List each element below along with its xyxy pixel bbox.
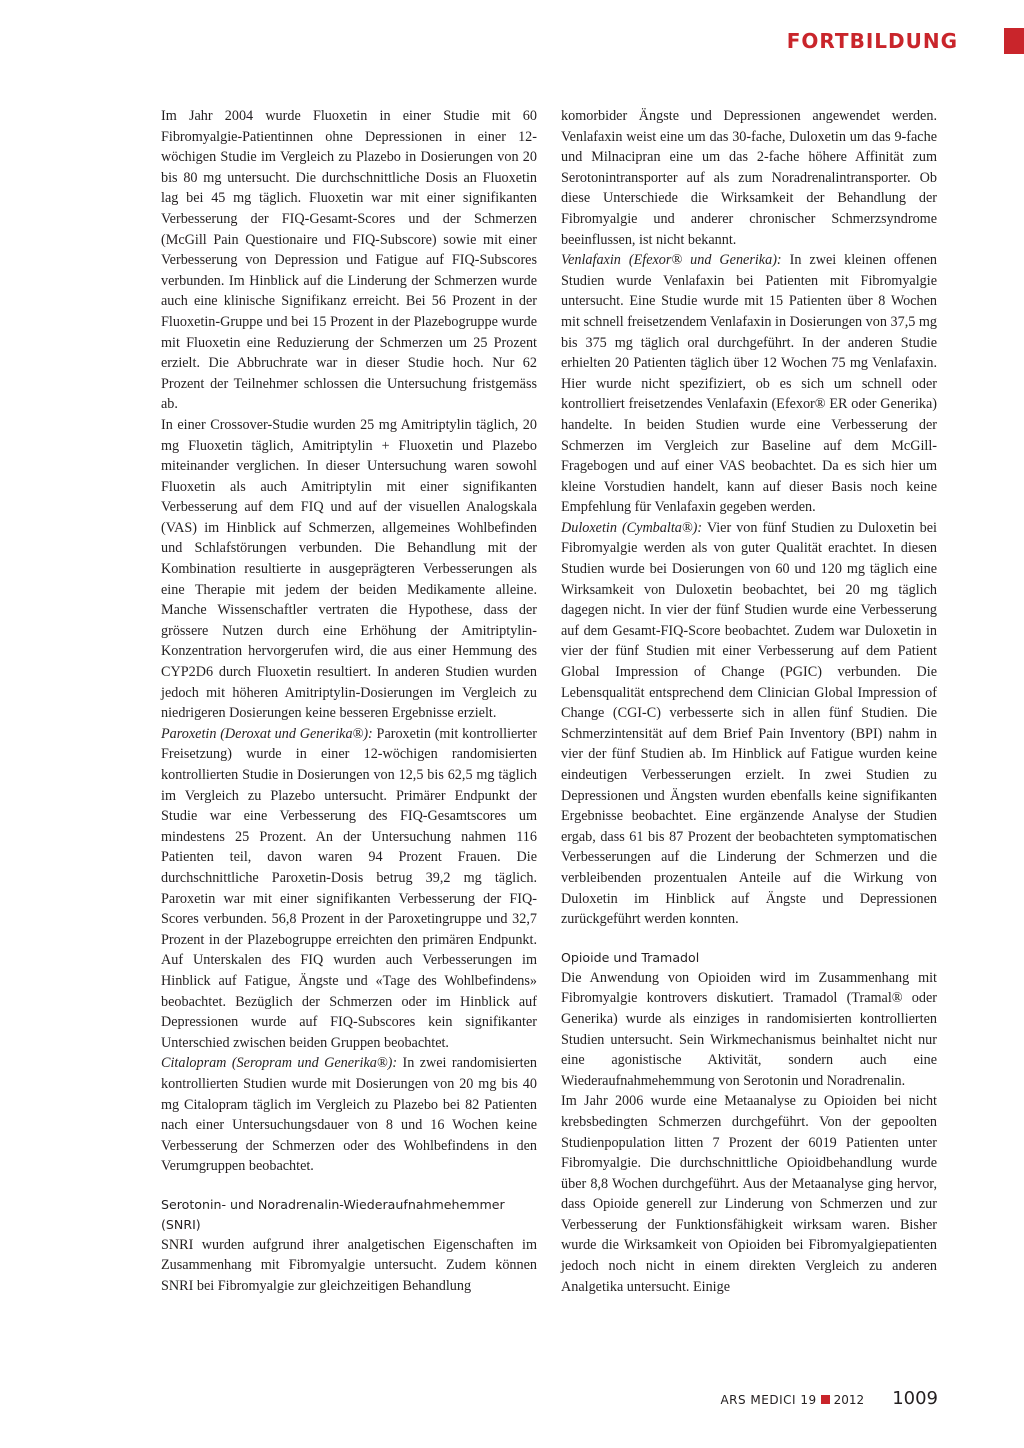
paragraph-text: Vier von fünf Studien zu Duloxetin bei Fibromyalgie werden als von guter Qualität erachtet. In diesen Studien wurde bei Dosierungen von 60 und 120 mg täglich eine Wirksamkeit von Duloxetin beobachtet, bei 20 mg täglich dagegen nicht. In vier der fünf Studien wurde eine Verbesserung auf dem Gesamt-FIQ-Score beobachtet. Zudem war Duloxetin in vier der fünf Studien mit einer Verbesserung auf dem Patient Global Impression of Change (PGIC) verbunden. Die Lebensqualität entsprechend dem Clinician Global Impression of Change (CGI-C) verbesserte sich in allen fünf Studien. Die Schmerzintensität auf dem Brief Pain Inventory (BPI) nahm in vier der fünf Studien ab. Im Hinblick auf Fatigue wurden keine eindeutigen Verbesserungen erzielt. In zwei Studien zu Depressionen und Ängsten wurden ebenfalls keine signifikanten Ergebnisse beobachtet. Eine ergänzende Analyse der Studien ergab, dass 61 bis 87 Prozent der beobachteten symptomatischen Verbesserungen auf die Linderung der Schmerzen und die verbleibenden prozentualen Anteile auf die Wirkung von Duloxetin im Hinblick auf Ängste und Depressionen zurückgeführt werden konnten. <box>561 519 937 928</box>
paragraph-text: In einer Crossover-Studie wurden 25 mg Amitriptylin täglich, 20 mg Fluoxetin täglich, Amitriptylin + Fluoxetin und Plazebo miteinander verglichen. In dieser Untersuchung waren sowohl Fluoxetin als auch Amitriptylin mit einer signifikanten Verbesserung auf dem FIQ und auf der visuellen Analogskala (VAS) im Hinblick auf Schmerzen, allgemeines Wohlbefinden und Schlafstörungen verbunden. Die Behandlung mit der Kombination resultierte in ausgeprägteren Verbesserungen als eine Therapie mit jedem der beiden Medikamente alleine. Manche Wissenschaftler vertraten die Hypothese, dass der grössere Nutzen durch eine Erhöhung der Amitriptylin-Konzentration hervorgerufen wird, die aus einer Hemmung des CYP2D6 durch Fluoxetin resultiert. In anderen Studien wurden jedoch mit höheren Amitriptylin-Dosierungen im Vergleich zu niedrigeren Dosierungen keine besseren Ergebnisse erzielt. <box>161 416 537 722</box>
left-column <box>161 106 537 1297</box>
header-accent-bar <box>1004 28 1024 54</box>
journal-name: ARS MEDICI 19 <box>720 1393 817 1407</box>
paragraph-text: In zwei randomisierten kontrollierten Studien wurde mit Dosierungen von 20 mg bis 40 mg Citalopram täglich im Vergleich zu Plazebo bei 82 Patienten nach einer Untersuchungsdauer von 8 und 16 Wochen keine Verbesserung der Schmerzen oder des Wohlbefindens in den Verumgruppen beobachtet. <box>161 1055 537 1175</box>
paragraph <box>561 106 937 250</box>
footer-accent-square <box>821 1395 830 1404</box>
section-heading: Opioide und Tramadol <box>561 949 700 965</box>
paragraph-text: In zwei kleinen offenen Studien wurde Venlafaxin bei Patienten mit Fibromyalgie untersucht. Eine Studie wurde mit 15 Patienten über 8 Wochen mit schnell freisetzendem Venlafaxin in Dosierungen von 37,5 mg bis 375 mg täglich oral durchgeführt. In der anderen Studie erhielten 20 Patienten täglich über 12 Wochen 75 mg Venlafaxin. Hier wurde nicht spezifiziert, ob es sich um schnell oder kontrolliert freisetzendes Venlafaxin (Efexor® ER oder Generika) handelte. In beiden Studien wurde eine Verbesserung der Schmerzen im Vergleich zur Baseline auf dem McGill-Fragebogen und auf einer VAS beobachtet. Da es sich hier um kleine Vorstudien handelt, kann auf dieser Basis noch keine Empfehlung für Venlafaxin gegeben werden. <box>561 252 938 516</box>
paragraph-text: komorbider Ängste und Depressionen angewendet werden. Venlafaxin weist eine um das 30-fache, Duloxetin um das 9-fache und Milnacipran eine um das 2-fache höhere Affinität zum Serotonintransporter auf als zum Noradrenalintransporter. Ob diese Unterschiede die Wirksamkeit der Behandlung der Fibromyalgie und anderer chronischer Schmerzsyndrome beeinflussen, ist nicht bekannt. <box>561 108 937 248</box>
paragraph <box>561 968 937 1092</box>
page-footer <box>720 1388 938 1409</box>
right-column <box>561 106 937 1297</box>
paragraph <box>161 1053 537 1177</box>
paragraph <box>161 415 537 724</box>
drug-lead-in: Paroxetin (Deroxat und Generika®): <box>161 725 373 742</box>
drug-lead-in: Venlafaxin (Efexor® und Generika): <box>561 252 782 269</box>
paragraph-text: Im Jahr 2004 wurde Fluoxetin in einer Studie mit 60 Fibromyalgie-Patientinnen ohne Depressionen in einer 12-wöchigen Studie im Vergleich zu Plazebo in Dosierungen von 20 bis 80 mg untersucht. Die durchschnittliche Dosis an Fluoxetin lag bei 45 mg täglich. Fluoxetin war mit einer signifikanten Verbesserung der FIQ-Gesamt-Scores und der Schmerzen (McGill Pain Questionaire und FIQ-Subscore) sowie mit einer Verbesserung von Depression und Fatigue auf FIQ-Subscores verbunden. Im Hinblick auf die Linderung der Schmerzen wurde auch eine klinische Signifikanz erreicht. Bei 56 Prozent in der Fluoxetin-Gruppe und bei 15 Prozent in der Plazebogruppe wurde mit Fluoxetin eine Reduzierung der Schmerzen um 25 Prozent erzielt. Die Abbruchrate war in dieser Studie hoch. Nur 62 Prozent der Teilnehmer schlossen die Untersuchung fristgemäss ab. <box>161 108 537 413</box>
paragraph-text: Im Jahr 2006 wurde eine Metaanalyse zu Opioiden bei nicht krebsbedingten Schmerzen durchgeführt. Von der gepoolten Studienpopulation litten 7 Prozent der 6019 Patienten unter Fibromyalgie. Die durchschnittliche Opioidbehandlung wurde über 8,8 Wochen durchgeführt. Aus der Metaanalyse ging hervor, dass Opioide generell zur Linderung von Schmerzen und zur Verbesserung der Funktionsfähigkeit wirksam waren. Bisher wurde die Wirksamkeit von Opioiden bei Fibromyalgiepatienten jedoch noch nicht in einem direkten Vergleich zu anderen Analgetika untersucht. Einige <box>561 1093 937 1295</box>
paragraph <box>561 1091 937 1297</box>
paragraph <box>561 518 937 930</box>
paragraph <box>161 106 537 415</box>
paragraph <box>161 724 537 1054</box>
page-number: 1009 <box>892 1388 938 1409</box>
section-heading: Serotonin- und Noradrenalin-Wiederaufnahmehemmer (SNRI) <box>161 1196 505 1232</box>
section-label: FORTBILDUNG <box>786 29 958 53</box>
page-header <box>787 28 1024 54</box>
drug-lead-in: Citalopram (Seropram und Generika®): <box>161 1055 398 1072</box>
paragraph-text: Die Anwendung von Opioiden wird im Zusammenhang mit Fibromyalgie kontrovers diskutiert. Tramadol (Tramal® oder Generika) wurde als einziges in randomisierten kontrollierten Studien untersucht. Sein Wirkmechanismus beinhaltet nicht nur eine agonistische Aktivität, sondern auch eine Wiederaufnahmehemmung von Serotonin und Noradrenalin. <box>561 969 937 1089</box>
drug-lead-in: Duloxetin (Cymbalta®): <box>561 519 703 536</box>
paragraph <box>561 250 937 518</box>
journal-year: 2012 <box>833 1393 865 1407</box>
paragraph <box>161 1235 537 1297</box>
paragraph-text: Paroxetin (mit kontrollierter Freisetzung) wurde in einer 12-wöchigen randomisierten kontrollierten Studie in Dosierungen von 12,5 bis 62,5 mg täglich im Vergleich zu Plazebo untersucht. Primärer Endpunkt der Studie war eine Verbesserung des FIQ-Gesamtscores um mindestens 25 Prozent. An der Untersuchung nahmen 116 Patienten teil, davon waren 94 Prozent Frauen. Die durchschnittliche Paroxetin-Dosis betrug 39,2 mg täglich. Paroxetin war mit einer signifikanten Verbesserung der FIQ-Scores verbunden. 56,8 Prozent in der Paroxetingruppe und 32,7 Prozent in der Plazebogruppe erreichten den primären Endpunkt. Auf Unterskalen des FIQ wurden auch Verbesserungen im Hinblick auf Fatigue, Ängste und «Tage des Wohlbefindens» beobachtet. Bezüglich der Schmerzen oder im Hinblick auf Depressionen wurde auf FIQ-Subscores kein signifikanter Unterschied zwischen beiden Gruppen beobachtet. <box>161 725 537 1051</box>
paragraph-text: SNRI wurden aufgrund ihrer analgetischen Eigenschaften im Zusammenhang mit Fibromyalgie untersucht. Zudem können SNRI bei Fibromyalgie zur gleichzeitigen Behandlung <box>161 1236 537 1295</box>
